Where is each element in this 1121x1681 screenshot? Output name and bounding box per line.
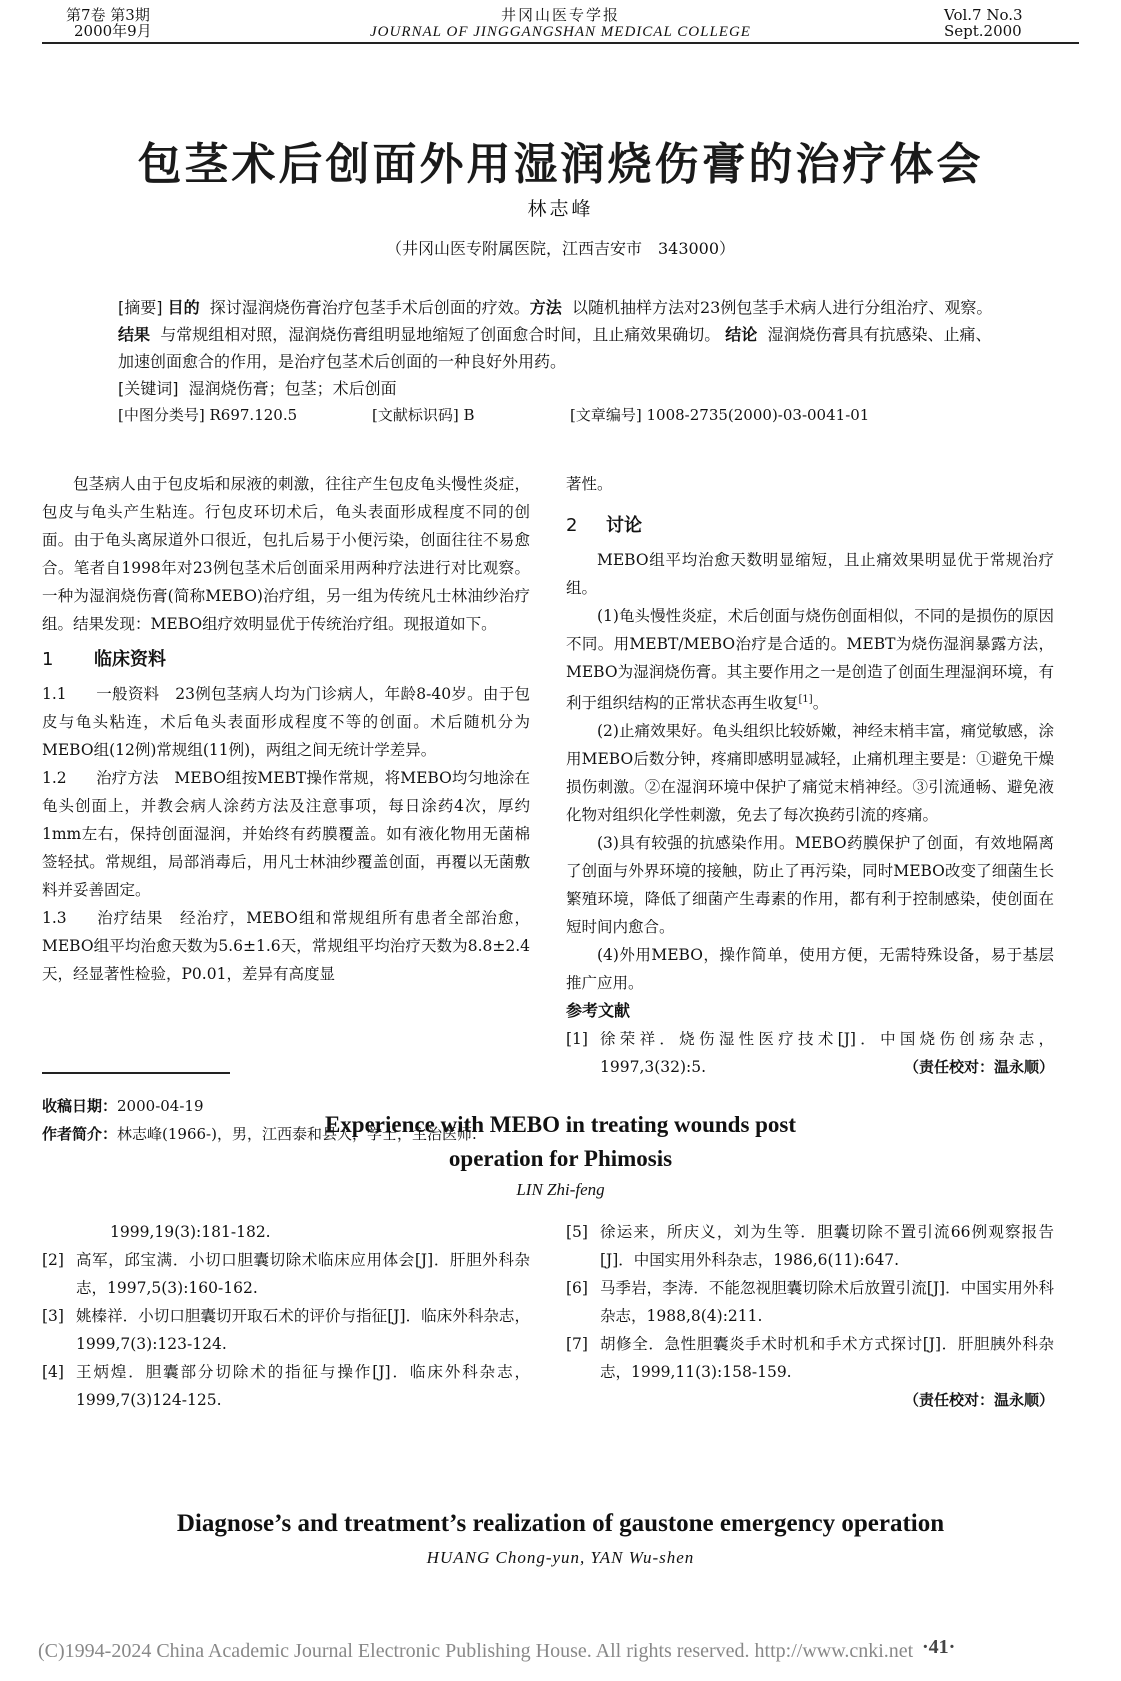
article-author: 林志峰	[527, 198, 594, 220]
prev-ref-5	[566, 1218, 1054, 1274]
abstract-label: [摘要]	[118, 298, 163, 317]
prev-ref-4-number: [4]	[42, 1363, 64, 1381]
doc-label: [文献标识码]	[372, 406, 459, 424]
right-column	[566, 470, 1054, 1081]
received-label: 收稿日期：	[42, 1097, 118, 1115]
method-label: 方法	[529, 298, 562, 317]
reference-1-text: 徐荣祥．烧伤湿性医疗技术[J]．中国烧伤创疡杂志，1997,3(32):5.	[600, 1030, 1054, 1077]
method-text: 以随机抽样方法对23例包茎手术病人进行分组治疗、观察。	[571, 298, 993, 317]
continued-text: 著性。	[566, 475, 613, 493]
doc-code-line	[372, 404, 475, 425]
clc-label: [中图分类号]	[118, 406, 205, 424]
aim-label: 目的	[167, 298, 200, 317]
discussion-paragraph-3: (2)止痛效果好。龟头组织比较娇嫩，神经末梢丰富，痛觉敏感，涂用MEBO后数分钟，疼痛即感明显减轻，止痛机理主要是：①避免干燥损伤刺激。②在湿润环境中保护了痛觉末梢神经。③引流通畅、避免液化物对组织化学性刺激，免去了每次换药引流的疼痛。	[566, 722, 1054, 825]
section-1-number: 1	[42, 649, 54, 670]
subsection-1-3	[42, 904, 530, 988]
discussion-paragraph-2-text: (1)龟头慢性炎症，术后创面与烧伤创面相似，不同的是损伤的原因不同。用MEBT/MEBO治疗是合适的。MEBT为烧伤湿润暴露方法，MEBO为湿润烧伤膏。其主要作用之一是创造了创面生理湿润环境，有利于组织结构的正常状态再生收复	[566, 607, 1054, 713]
prev-ref-7-number: [7]	[566, 1335, 588, 1353]
english-title-line-2: operation for Phimosis	[448, 1146, 673, 1171]
section-1-title: 临床资料	[94, 649, 166, 670]
next-article-authors: HUANG Chong-yun, YAN Wu-shen	[426, 1548, 695, 1567]
prev-ref-6	[566, 1274, 1054, 1330]
conclusion-text: 湿润烧伤膏具有抗感染、止痛、加速创面愈合的作用，是治疗包茎术后创面的一种良好外用药。	[118, 325, 992, 371]
subsection-1-2	[42, 764, 530, 904]
prev-ref-2-number: [2]	[42, 1251, 64, 1269]
aim-text: 探讨湿润烧伤膏治疗包茎手术后创面的疗效。	[209, 298, 530, 317]
result-text: 与常规组相对照，湿润烧伤膏组明显地缩短了创面愈合时间，且止痛效果确切。	[160, 325, 721, 344]
copyright-footer: (C)1994-2024 China Academic Journal Electronic Publishing House. All rights reserved. http://www.cnki.net	[38, 1640, 914, 1662]
author-bio: 林志峰(1966-)，男，江西泰和县人，学士，主治医师.	[117, 1125, 477, 1143]
clc-code: R697.120.5	[209, 406, 298, 424]
intro-paragraph: 包茎病人由于包皮垢和尿液的刺激，往往产生包皮龟头慢性炎症，包皮与龟头产生粘连。行包皮环切术后，龟头表面形成程度不同的创面。由于龟头离尿道外口很近，包扎后易于小便污染，创面往往不易愈合。笔者自1998年对23例包茎术后创面采用两种疗法进行对比观察。一种为湿润烧伤膏(简称MEBO)治疗组，另一组为传统凡士林油纱治疗组。结果发现：MEBO组疗效明显优于传统治疗组。现报道如下。	[42, 475, 530, 633]
citation-marker: [1]	[798, 694, 813, 705]
received-date: 2000-04-19	[117, 1097, 204, 1115]
abstract	[118, 294, 998, 402]
section-1-heading	[42, 646, 530, 674]
prev-ref-2-text: 高军，邱宝满．小切口胆囊切除术临床应用体会[J]．肝胆外科杂志，1997,5(3):160-162.	[76, 1251, 530, 1297]
reference-1-number: [1]	[566, 1030, 588, 1049]
discussion-paragraph-4: (3)具有较强的抗感染作用。MEBO药膜保护了创面，有效地隔离了创面与外界环境的接触，防止了再污染，同时MEBO改变了细菌生长繁殖环境，降低了细菌产生毒素的作用，都有利于控制感染，使创面在短时间内愈合。	[566, 834, 1054, 937]
prev-ref-6-number: [6]	[566, 1279, 588, 1297]
prev-ref-4	[42, 1358, 530, 1414]
discussion-paragraph-5: (4)外用MEBO，操作简单，使用方便，无需特殊设备，易于基层推广应用。	[566, 946, 1054, 993]
references-heading: 参考文献	[566, 1001, 631, 1021]
english-title-line-1: Experience with MEBO in treating wounds post	[324, 1112, 797, 1137]
article-number-label: [文章编号]	[570, 406, 642, 424]
prev-ref-4-text: 王炳煌．胆囊部分切除术的指征与操作[J]．临床外科杂志，1999,7(3)124-125.	[76, 1363, 530, 1409]
subsection-1-1-number: 1.1	[42, 685, 67, 703]
article-title: 包茎术后创面外用湿润烧伤膏的治疗体会	[137, 139, 984, 190]
header-volume-en: Vol.7 No.3	[944, 6, 1023, 24]
keywords-text: 湿润烧伤膏；包茎；术后创面	[188, 379, 397, 398]
article-affiliation: （井冈山医专附属医院，江西吉安市 343000）	[385, 239, 736, 258]
discussion-paragraph-1: MEBO组平均治愈天数明显缩短，且止痛效果明显优于常规治疗组。	[566, 551, 1054, 597]
header-journal-en: JOURNAL OF JINGGANGSHAN MEDICAL COLLEGE	[370, 24, 751, 40]
subsection-1-1-text: 一般资料 23例包茎病人均为门诊病人，年龄8-40岁。由于包皮与龟头粘连，术后龟头表面形成程度不等的创面。术后随机分为MEBO组(12例)常规组(11例)，两组之间无统计学差异。	[42, 685, 530, 759]
prev-refs-right	[566, 1218, 1054, 1414]
proofreader-note-2: （责任校对：温永顺）	[903, 1391, 1054, 1409]
prev-ref-3-text: 姚榛祥．小切口胆囊切开取石术的评价与指征[J]．临床外科杂志，1999,7(3):123-124.	[76, 1307, 530, 1353]
footnote-rule	[42, 1072, 230, 1074]
conclusion-label: 结论	[725, 325, 758, 344]
discussion-paragraph-2-end: 。	[812, 694, 829, 713]
left-column	[42, 470, 530, 988]
header-date: 2000年9月	[74, 22, 152, 40]
page-number: ·41·	[922, 1636, 956, 1658]
next-article-title: Diagnose’s and treatment’s realization of gaustone emergency operation	[176, 1510, 945, 1537]
section-2-heading	[566, 512, 1054, 540]
english-author: LIN Zhi-feng	[516, 1180, 605, 1199]
prev-ref-3-number: [3]	[42, 1307, 64, 1325]
subsection-1-3-number: 1.3	[42, 909, 67, 927]
prev-ref-5-number: [5]	[566, 1223, 588, 1241]
section-2-number: 2	[566, 515, 578, 536]
doc-code: B	[463, 406, 475, 424]
header-journal-cn: 井冈山医专学报	[500, 6, 620, 24]
prev-ref-continued: 1999,19(3):181-182.	[110, 1223, 271, 1241]
article-number-line	[570, 404, 869, 425]
subsection-1-1	[42, 680, 530, 764]
prev-ref-2	[42, 1246, 530, 1302]
prev-ref-3	[42, 1302, 530, 1358]
discussion-paragraph-2	[566, 602, 1054, 717]
prev-ref-7	[566, 1330, 1054, 1386]
subsection-1-2-text: 治疗方法 MEBO组按MEBT操作常规，将MEBO均匀地涂在龟头创面上，并教会病人涂药方法及注意事项，每日涂药4次，厚约1mm左右，保持创面湿润，并始终有药膜覆盖。如有液化物用无菌棉签轻拭。常规组，局部消毒后，用凡士林油纱覆盖创面，再覆以无菌敷料并妥善固定。	[42, 769, 530, 899]
prev-ref-5-text: 徐运来，所庆义，刘为生等．胆囊切除不置引流66例观察报告[J]．中国实用外科杂志，1986,6(11):647.	[600, 1223, 1054, 1269]
prev-ref-7-text: 胡修全．急性胆囊炎手术时机和手术方式探讨[J]．肝胆胰外科杂志，1999,11(3):158-159.	[600, 1335, 1054, 1381]
keywords-label: [关键词]	[118, 379, 179, 398]
header-volume: 第7卷 第3期	[66, 6, 150, 24]
article-number: 1008-2735(2000)-03-0041-01	[646, 406, 870, 424]
subsection-1-2-number: 1.2	[42, 769, 67, 787]
prev-refs-left	[42, 1218, 530, 1414]
section-2-title: 讨论	[606, 515, 642, 536]
result-label: 结果	[118, 325, 151, 344]
header-rule	[42, 42, 1079, 44]
proofreader-note-1: （责任校对：温永顺）	[903, 1058, 1054, 1077]
clc-line	[118, 404, 297, 425]
bio-label: 作者简介：	[42, 1125, 118, 1143]
header-date-en: Sept.2000	[944, 22, 1022, 40]
subsection-1-3-text: 治疗结果 经治疗，MEBO组和常规组所有患者全部治愈，MEBO组平均治愈天数为5.6±1.6天，常规组平均治疗天数为8.8±2.4天，经显著性检验，P0.01，差异有高度显	[42, 909, 530, 983]
prev-ref-6-text: 马季岩，李涛．不能忽视胆囊切除术后放置引流[J]．中国实用外科杂志，1988,8(4):211.	[600, 1279, 1054, 1325]
